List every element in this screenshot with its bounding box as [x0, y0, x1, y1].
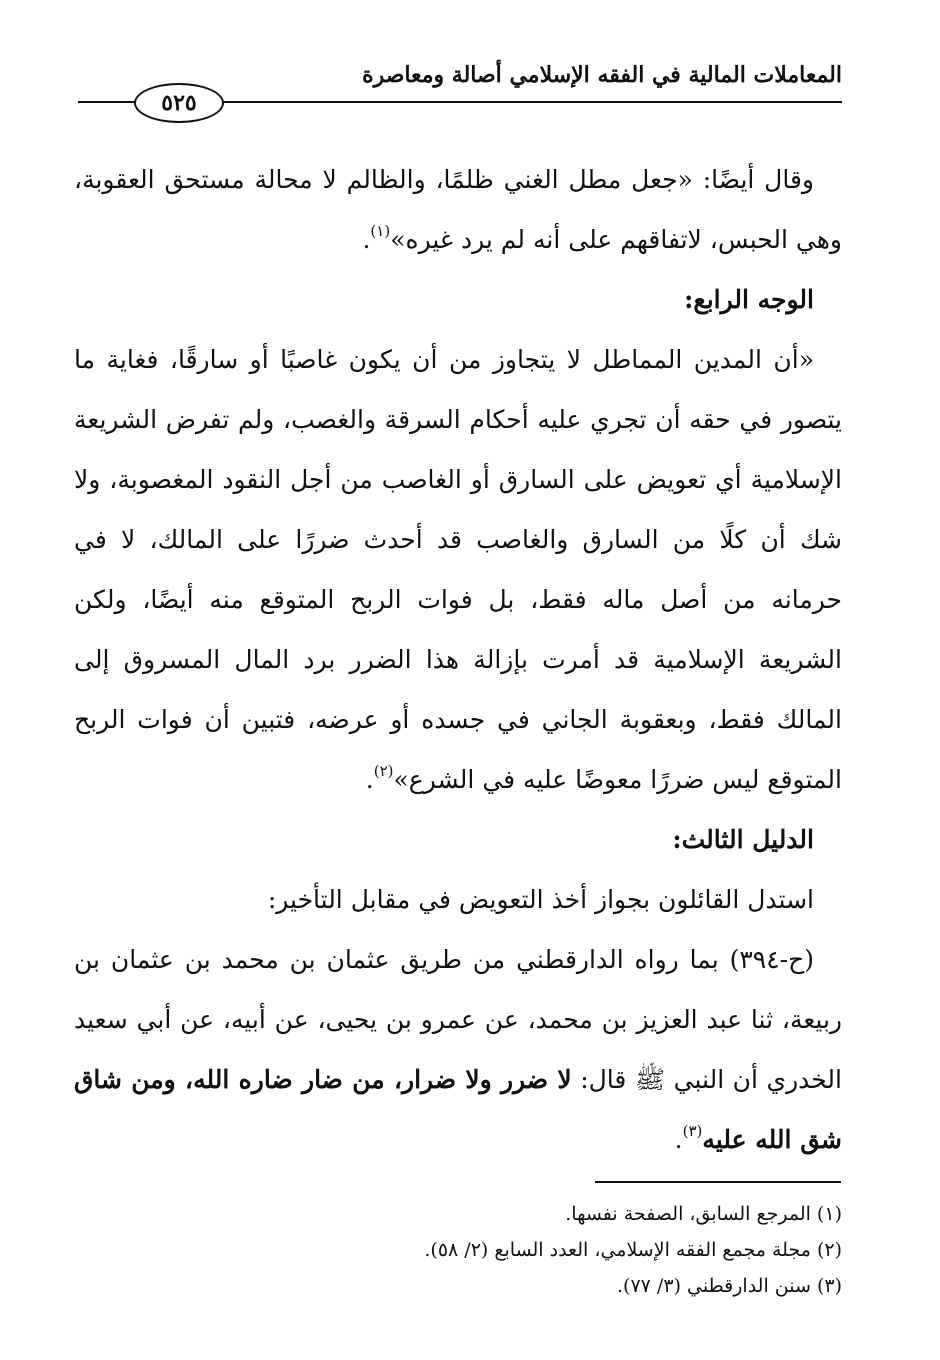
footnote-2: (٢) مجلة مجمع الفقه الإسلامي، العدد السابع (٢/ ٥٨).	[424, 1239, 842, 1261]
page-number: ٥٢٥	[134, 83, 224, 123]
footnote-3: (٣) سنن الدارقطني (٣/ ٧٧).	[617, 1275, 842, 1297]
hadith-text: لا ضرر ولا ضرار، من ضار ضاره الله، ومن شاق شق الله عليه	[74, 1065, 842, 1154]
heading-third-evidence: الدليل الثالث:	[672, 825, 814, 854]
paragraph-hadith: (ح-٣٩٤) بما رواه الدارقطني من طريق عثمان بن محمد بن عثمان بن ربيعة، ثنا عبد العزيز بن محمد، عن عمرو بن يحيى، عن أبيه، عن أبي سعيد الخدري أن النبي ﷺ قال: لا ضرر ولا ضرار، من ضار ضاره الله، ومن شاق شق الله عليه$^{(٣)}$.	[74, 945, 842, 1154]
footnote-ref-2: (٢)	[373, 762, 394, 780]
footnote-ref-3: (٣)	[682, 1122, 703, 1140]
paragraph-quote-1: وقال أيضًا: «جعل مطل الغني ظلمًا، والظالم لا محالة مستحق العقوبة، وهي الحبس، لاتفاقهم على أنه لم يرد غيره»$^{(١)}$.	[74, 165, 842, 254]
paragraph-intro: استدل القائلون بجواز أخذ التعويض في مقابل التأخير:	[267, 885, 814, 914]
footnotes	[82, 1196, 842, 1304]
running-title: المعاملات المالية في الفقه الإسلامي أصالة ومعاصرة	[362, 62, 842, 88]
footnote-separator	[595, 1181, 841, 1183]
footnote-ref-1: (١)	[370, 222, 391, 240]
main-text	[74, 150, 842, 1170]
footnote-1: (١) المرجع السابق، الصفحة نفسها.	[565, 1203, 842, 1225]
paragraph-quote-2: «أن المدين المماطل لا يتجاوز من أن يكون غاصبًا أو سارقًا، فغاية ما يتصور في حقه أن تجري عليه أحكام السرقة والغصب، ولم تفرض الشريعة الإسلامية أي تعويض على السارق أو الغاصب من أجل النقود المغصوبة، ولا شك أن كلًا من السارق والغاصب قد أحدث ضررًا على المالك، لا في حرمانه من أصل ماله فقط، بل فوات الربح المتوقع منه أيضًا، ولكن الشريعة الإسلامية قد أمرت بإزالة هذا الضرر برد المال المسروق إلى المالك فقط، وبعقوبة الجاني في جسده أو عرضه، فتبين أن فوات الربح المتوقع ليس ضررًا معوضًا عليه في الشرع»$^{(٢)}$.	[74, 345, 842, 794]
heading-fourth-aspect: الوجه الرابع:	[684, 285, 814, 314]
